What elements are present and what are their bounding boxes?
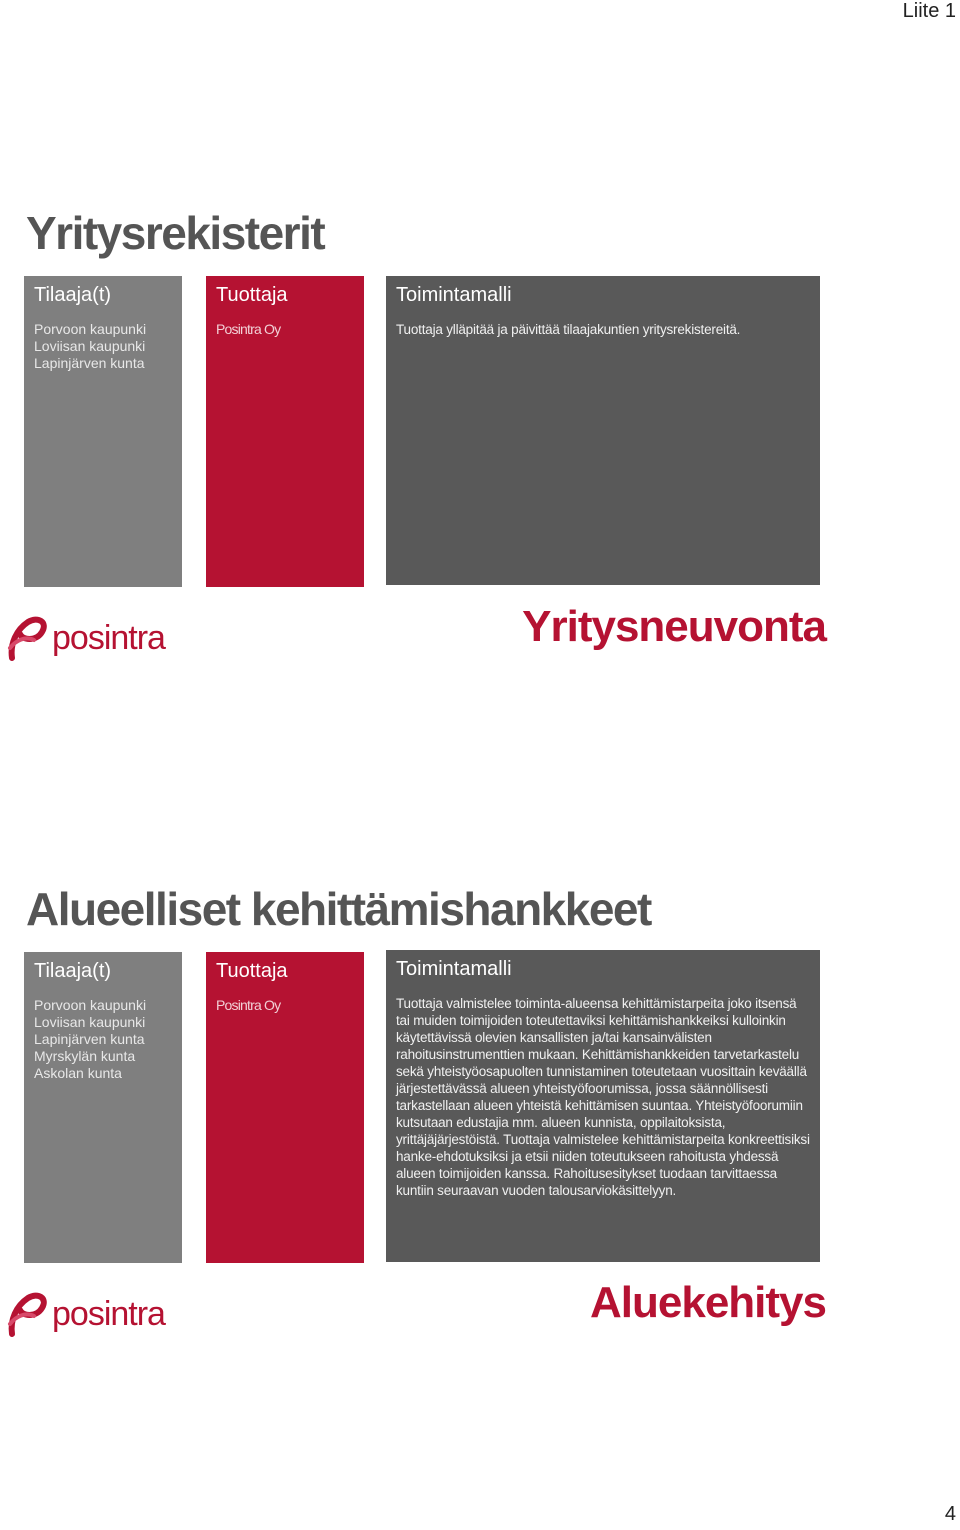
customer-item: Loviisan kaupunki	[34, 1014, 146, 1030]
attachment-label: Liite 1	[902, 0, 956, 22]
model-column	[386, 276, 820, 585]
producer-heading: Tuottaja	[216, 960, 288, 982]
customer-heading: Tilaaja(t)	[34, 284, 112, 306]
logo-text: posintra	[52, 1294, 165, 1333]
customer-list	[34, 997, 172, 1082]
customer-item: Lapinjärven kunta	[34, 355, 145, 371]
model-text: Tuottaja valmistelee toiminta-alueensa kehittämistarpeita joko itsensä tai muiden toimijoiden toteutettaviksi kehittämishankkeiksi kulloinkin käytettävissä olevien kansallisten ja/tai kansainvälisten rahoitusinstrumenttien mukaan. Kehittämishankkeiden tarvetarkastelu sekä yhteistyöosapuolten tunnistaminen toteutetaan vuosittain keväällä järjestettävässä alueen yhteistyöfoorumissa, jossa säännöllisesti tarkastellaan alueen yhteistä kehittämisen suuntaa. Yhteistyöfoorumiin kutsutaan edustajia mm. alueen kunnista, oppilaitoksista, yrittäjäjärjestöistä. Tuottaja valmistelee kehittämistarpeita konkreettisiksi hanke-ehdotuksiksi ja etsii niiden toteutukseen rahoitusta yhdessä alueen toimijoiden kanssa. Rahoitusesitykset tuodaan tarvittaessa kuntiin seuraavan vuoden talousarviokäsittelyyn.	[396, 996, 810, 1198]
customer-column	[24, 276, 182, 587]
logo-text: posintra	[52, 618, 165, 657]
customer-item: Porvoon kaupunki	[34, 321, 147, 337]
model-heading: Toimintamalli	[396, 958, 512, 980]
model-column	[386, 950, 820, 1262]
producer-column	[206, 952, 364, 1263]
page-number: 4	[944, 1503, 956, 1525]
service-name: Yritysneuvonta	[522, 602, 826, 651]
service-name: Aluekehitys	[590, 1278, 826, 1327]
slide-title: Alueelliset kehittämishankkeet	[26, 883, 651, 935]
customer-item: Askolan kunta	[34, 1065, 122, 1081]
customer-item: Lapinjärven kunta	[34, 1031, 145, 1047]
posintra-logo	[6, 614, 165, 662]
customer-item: Myrskylän kunta	[34, 1048, 136, 1064]
customer-item: Loviisan kaupunki	[34, 338, 146, 354]
producer-heading: Tuottaja	[216, 284, 288, 306]
customer-item: Porvoon kaupunki	[34, 997, 147, 1013]
producer-name: Posintra Oy	[216, 997, 281, 1013]
model-heading: Toimintamalli	[396, 284, 512, 306]
model-text: Tuottaja ylläpitää ja päivittää tilaajakuntien yritysrekistereitä.	[396, 322, 741, 337]
customer-column	[24, 952, 182, 1263]
posintra-logo	[6, 1290, 165, 1338]
customer-heading: Tilaaja(t)	[34, 960, 112, 982]
producer-column	[206, 276, 364, 587]
posintra-ribbon-icon	[6, 1290, 48, 1338]
posintra-ribbon-icon	[6, 614, 48, 662]
slide-title: Yritysrekisterit	[26, 207, 325, 259]
customer-list	[34, 321, 172, 372]
producer-name: Posintra Oy	[216, 321, 281, 337]
